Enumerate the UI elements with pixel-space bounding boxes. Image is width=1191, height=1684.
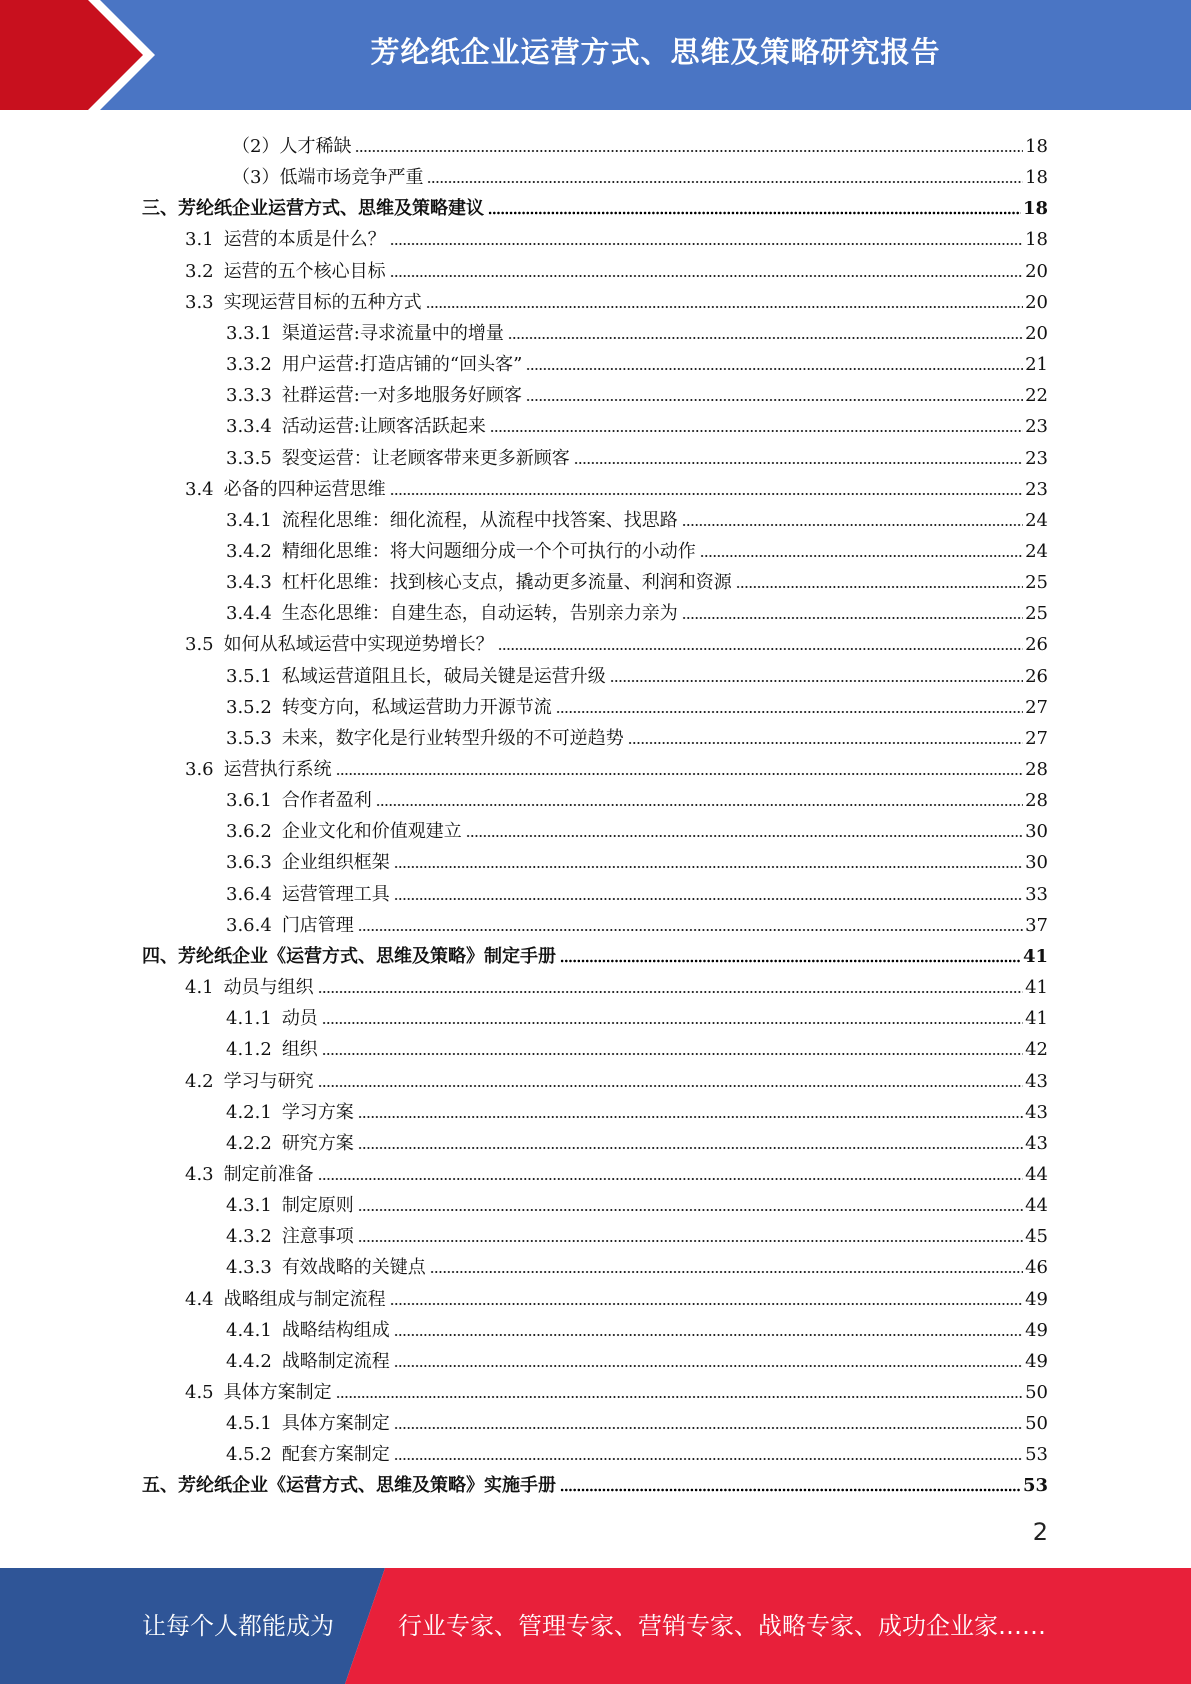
toc-entry-number: 4.2 bbox=[185, 1070, 214, 1092]
toc-entry-label bbox=[226, 1320, 392, 1342]
toc-entry-label bbox=[226, 1039, 320, 1061]
toc-entry-number: 4.4.1 bbox=[226, 1319, 272, 1341]
toc-entry-page: 41 bbox=[1025, 1008, 1048, 1030]
toc-entry-page: 33 bbox=[1025, 883, 1048, 905]
toc-entry[interactable] bbox=[226, 1217, 1048, 1248]
toc-entry-label bbox=[226, 1008, 320, 1030]
toc-entry-text: 制定前准备 bbox=[223, 1163, 314, 1185]
dot-leader bbox=[358, 1146, 1023, 1150]
dot-leader bbox=[390, 1302, 1023, 1306]
toc-entry[interactable] bbox=[226, 1030, 1048, 1061]
toc-entry-page: 25 bbox=[1025, 572, 1048, 594]
toc-entry-number: 4.3 bbox=[185, 1163, 214, 1185]
toc-entry-label bbox=[185, 634, 496, 656]
toc-entry-text: 动员 bbox=[281, 1008, 318, 1030]
toc-entry[interactable] bbox=[226, 1124, 1048, 1155]
toc-entry[interactable] bbox=[142, 937, 1048, 968]
toc-entry-text: 流程化思维：细化流程，从流程中找答案、找思路 bbox=[281, 509, 678, 531]
dot-leader bbox=[628, 741, 1023, 745]
toc-entry-text: 动员与组织 bbox=[223, 977, 314, 999]
dot-leader bbox=[394, 897, 1023, 901]
toc-entry-number: 3.5 bbox=[185, 634, 214, 656]
toc-entry[interactable] bbox=[185, 252, 1048, 283]
toc-entry-page: 18 bbox=[1022, 198, 1048, 220]
dot-leader bbox=[355, 149, 1023, 153]
toc-entry-page: 41 bbox=[1022, 945, 1048, 967]
toc-entry-label bbox=[226, 510, 680, 532]
toc-entry-label bbox=[226, 354, 524, 376]
toc-entry[interactable] bbox=[185, 968, 1048, 999]
toc-entry-text: 具体方案制定 bbox=[223, 1382, 332, 1403]
toc-entry[interactable] bbox=[226, 781, 1048, 812]
toc-entry-label bbox=[226, 1102, 356, 1124]
toc-entry-text: 裂变运营：让老顾客带来更多新顾客 bbox=[281, 447, 570, 469]
toc-entry-number: 3.6.4 bbox=[226, 883, 272, 905]
toc-entry-number: 4.3.3 bbox=[226, 1257, 272, 1279]
toc-entry-text: 社群运营:一对多地服务好顾客 bbox=[281, 385, 522, 407]
toc-entry[interactable] bbox=[185, 1280, 1048, 1311]
toc-entry[interactable] bbox=[232, 158, 1048, 189]
toc-entry-label bbox=[226, 915, 356, 937]
toc-entry-page: 28 bbox=[1025, 759, 1048, 780]
dot-leader bbox=[556, 710, 1023, 714]
toc-entry-label bbox=[142, 1475, 558, 1497]
toc-entry-page: 30 bbox=[1025, 852, 1048, 874]
toc-entry[interactable] bbox=[185, 1373, 1048, 1404]
dot-leader bbox=[490, 429, 1023, 433]
toc-entry[interactable] bbox=[142, 189, 1048, 220]
dot-leader bbox=[498, 647, 1023, 651]
toc-entry[interactable] bbox=[226, 501, 1048, 532]
toc-entry[interactable] bbox=[226, 906, 1048, 937]
dot-leader bbox=[560, 1488, 1021, 1492]
toc-entry-page: 24 bbox=[1025, 509, 1048, 531]
toc-entry-page: 30 bbox=[1025, 821, 1048, 843]
toc-entry-label bbox=[185, 1289, 388, 1311]
toc-entry-number: 3.4.1 bbox=[226, 509, 272, 531]
dot-leader bbox=[700, 554, 1023, 558]
toc-entry-page: 53 bbox=[1022, 1475, 1048, 1497]
toc-entry-label bbox=[185, 229, 388, 251]
toc-entry[interactable] bbox=[226, 532, 1048, 563]
toc-entry-text: 具体方案制定 bbox=[281, 1413, 390, 1435]
toc-entry-page: 18 bbox=[1025, 229, 1048, 251]
dot-leader bbox=[610, 679, 1023, 683]
toc-entry-label bbox=[226, 1413, 392, 1435]
toc-entry[interactable] bbox=[226, 314, 1048, 345]
toc-entry[interactable] bbox=[226, 657, 1048, 688]
toc-entry-label bbox=[185, 1071, 316, 1093]
toc-entry-label bbox=[226, 541, 698, 563]
toc-entry-number: 3.5.1 bbox=[226, 665, 272, 687]
toc-entry-text: 运营执行系统 bbox=[223, 759, 332, 780]
toc-entry-text: 研究方案 bbox=[281, 1132, 354, 1154]
toc-entry-page: 26 bbox=[1025, 634, 1048, 656]
toc-entry-number: 3.3 bbox=[185, 291, 214, 313]
toc-entry-number: 3.3.3 bbox=[226, 385, 272, 407]
toc-entry-page: 20 bbox=[1025, 291, 1048, 313]
toc-entry-number: 3.6.1 bbox=[226, 790, 272, 812]
toc-entry[interactable] bbox=[226, 1093, 1048, 1124]
toc-entry-text: 精细化思维：将大问题细分成一个个可执行的小动作 bbox=[281, 540, 696, 562]
toc-entry-number: 3.6.2 bbox=[226, 821, 272, 843]
toc-entry-page: 44 bbox=[1025, 1163, 1048, 1185]
toc-entry-text: 转变方向，私域运营助力开源节流 bbox=[281, 696, 552, 718]
toc-entry-text: 组织 bbox=[281, 1039, 318, 1061]
dot-leader bbox=[736, 585, 1023, 589]
dot-leader bbox=[390, 274, 1023, 278]
toc-entry-text: 运营的五个核心目标 bbox=[223, 260, 386, 282]
toc-entry-number: 3.2 bbox=[185, 260, 214, 282]
dot-leader bbox=[376, 803, 1023, 807]
toc-entry-text: 如何从私域运营中实现逆势增长？ bbox=[223, 634, 494, 656]
toc-entry-number: 3.5.2 bbox=[226, 696, 272, 718]
dot-leader bbox=[488, 211, 1021, 215]
dot-leader bbox=[394, 1457, 1023, 1461]
toc-entry[interactable] bbox=[226, 688, 1048, 719]
toc-entry[interactable] bbox=[226, 999, 1048, 1030]
toc-entry[interactable] bbox=[226, 812, 1048, 843]
toc-entry-label bbox=[142, 198, 486, 220]
dot-leader bbox=[427, 180, 1023, 184]
toc-entry-page: 37 bbox=[1025, 914, 1048, 936]
toc-entry-label bbox=[226, 1444, 392, 1466]
toc-entry[interactable] bbox=[142, 1466, 1048, 1497]
toc-entry-number: 3.4.2 bbox=[226, 540, 272, 562]
toc-entry-page: 20 bbox=[1025, 322, 1048, 344]
toc-entry-text: 私域运营道阻且长，破局关键是运营升级 bbox=[281, 665, 606, 687]
toc-entry-text: 合作者盈利 bbox=[281, 790, 372, 812]
toc-entry[interactable] bbox=[185, 1155, 1048, 1186]
dot-leader bbox=[336, 772, 1023, 776]
toc-entry-text: 活动运营:让顾客活跃起来 bbox=[281, 416, 486, 438]
toc-entry-text: 四、芳纶纸企业《运营方式、思维及策略》制定手册 bbox=[142, 945, 556, 967]
toc-entry-page: 26 bbox=[1025, 665, 1048, 687]
toc-entry-text: 战略结构组成 bbox=[281, 1319, 390, 1341]
toc-entry-label bbox=[226, 666, 608, 688]
toc-entry-label bbox=[226, 1257, 428, 1279]
toc-entry[interactable] bbox=[226, 1186, 1048, 1217]
toc-entry-label bbox=[185, 1382, 334, 1404]
page-number: 2 bbox=[1032, 1518, 1048, 1546]
toc-entry-label bbox=[226, 884, 392, 906]
toc-entry-text: 企业文化和价值观建立 bbox=[281, 821, 462, 843]
dot-leader bbox=[318, 990, 1023, 994]
toc-entry-text: 未来，数字化是行业转型升级的不可逆趋势 bbox=[281, 727, 624, 749]
toc-entry-label bbox=[226, 821, 464, 843]
toc-entry-number: 3.6.3 bbox=[226, 852, 272, 874]
dot-leader bbox=[390, 492, 1023, 496]
toc-entry-label bbox=[226, 1351, 392, 1373]
toc-entry-text: 配套方案制定 bbox=[281, 1444, 390, 1466]
toc-entry[interactable] bbox=[226, 345, 1048, 376]
toc-entry[interactable] bbox=[226, 563, 1048, 594]
toc-entry-text: 注意事项 bbox=[281, 1226, 354, 1248]
toc-entry-text: （2）人才稀缺 bbox=[232, 136, 352, 157]
toc-entry-text: 战略制定流程 bbox=[281, 1350, 390, 1372]
dot-leader bbox=[358, 1239, 1023, 1243]
dot-leader bbox=[394, 865, 1023, 869]
toc-entry-text: 必备的四种运营思维 bbox=[223, 478, 386, 500]
dot-leader bbox=[430, 1270, 1023, 1274]
toc-entry-page: 49 bbox=[1025, 1288, 1048, 1310]
toc-entry-page: 20 bbox=[1025, 260, 1048, 282]
dot-leader bbox=[394, 1364, 1023, 1368]
dot-leader bbox=[526, 367, 1023, 371]
toc-entry-number: 4.2.1 bbox=[226, 1101, 272, 1123]
toc-entry-number: 3.5.3 bbox=[226, 727, 272, 749]
dot-leader bbox=[508, 336, 1023, 340]
toc-entry-number: 4.1.2 bbox=[226, 1039, 272, 1061]
dot-leader bbox=[394, 1333, 1023, 1337]
dot-leader bbox=[394, 1426, 1023, 1430]
toc-entry-text: 学习方案 bbox=[281, 1101, 354, 1123]
toc-entry-page: 49 bbox=[1025, 1350, 1048, 1372]
toc-entry-text: 实现运营目标的五种方式 bbox=[223, 291, 422, 313]
dot-leader bbox=[526, 398, 1023, 402]
toc-entry-label bbox=[185, 759, 334, 781]
toc-entry[interactable] bbox=[226, 719, 1048, 750]
toc-entry-number: 3.1 bbox=[185, 229, 214, 251]
dot-leader bbox=[322, 1052, 1023, 1056]
toc-entry-page: 41 bbox=[1025, 977, 1048, 999]
toc-entry[interactable] bbox=[185, 470, 1048, 501]
toc-entry-number: 4.1 bbox=[185, 977, 214, 999]
toc-entry-page: 43 bbox=[1025, 1101, 1048, 1123]
toc-entry-label bbox=[226, 790, 374, 812]
footer-slogan-right: 行业专家、管理专家、营销专家、战略专家、成功企业家…… bbox=[398, 1612, 1046, 1640]
toc-entry-label bbox=[226, 1195, 356, 1217]
toc-entry-page: 53 bbox=[1025, 1444, 1048, 1466]
toc-entry-page: 43 bbox=[1025, 1070, 1048, 1092]
toc-entry-text: 有效战略的关键点 bbox=[281, 1257, 426, 1279]
toc-entry[interactable] bbox=[226, 1435, 1048, 1466]
toc-entry-text: 用户运营:打造店铺的“回头客” bbox=[281, 354, 523, 376]
dot-leader bbox=[336, 1395, 1023, 1399]
toc-entry-page: 43 bbox=[1025, 1132, 1048, 1154]
toc-entry-number: 4.4 bbox=[185, 1288, 214, 1310]
toc-entry-label bbox=[226, 416, 488, 438]
dot-leader bbox=[426, 305, 1023, 309]
toc-entry-text: 门店管理 bbox=[281, 914, 354, 936]
toc-entry-label bbox=[226, 603, 680, 625]
toc-entry[interactable] bbox=[185, 750, 1048, 781]
toc-entry[interactable] bbox=[226, 1342, 1048, 1373]
dot-leader bbox=[390, 242, 1023, 246]
toc-entry-number: 3.6 bbox=[185, 759, 214, 780]
toc-entry-page: 42 bbox=[1025, 1039, 1048, 1061]
document-title: 芳纶纸企业运营方式、思维及策略研究报告 bbox=[370, 35, 941, 69]
toc-entry-number: 3.4 bbox=[185, 478, 214, 500]
toc-entry-number: 4.2.2 bbox=[226, 1132, 272, 1154]
toc-entry-number: 3.3.4 bbox=[226, 416, 272, 438]
toc-entry[interactable] bbox=[185, 283, 1048, 314]
toc-entry-text: 生态化思维：自建生态，自动运转，告别亲力亲为 bbox=[281, 603, 678, 625]
toc-entry-number: 3.3.2 bbox=[226, 354, 272, 376]
dot-leader bbox=[318, 1177, 1023, 1181]
toc-entry-page: 21 bbox=[1025, 354, 1048, 376]
dot-leader bbox=[682, 523, 1023, 527]
toc-entry[interactable] bbox=[185, 625, 1048, 656]
toc-entry-text: 学习与研究 bbox=[223, 1070, 314, 1092]
toc-entry-label bbox=[185, 261, 388, 283]
toc-entry[interactable] bbox=[226, 1404, 1048, 1435]
toc-entry[interactable] bbox=[185, 220, 1048, 251]
toc-entry[interactable] bbox=[226, 376, 1048, 407]
toc-entry-number: 3.6.4 bbox=[226, 914, 272, 936]
dot-leader bbox=[322, 1021, 1023, 1025]
toc-entry-label bbox=[226, 448, 572, 470]
header-chevron-icon bbox=[0, 0, 200, 110]
toc-entry-label bbox=[232, 167, 425, 189]
toc-entry-number: 4.4.2 bbox=[226, 1350, 272, 1372]
toc-entry-label bbox=[226, 323, 506, 345]
toc-entry-text: 战略组成与制定流程 bbox=[223, 1288, 386, 1310]
dot-leader bbox=[466, 834, 1023, 838]
toc-entry-page: 49 bbox=[1025, 1319, 1048, 1341]
toc-entry-label bbox=[185, 479, 388, 501]
toc-entry-page: 18 bbox=[1025, 136, 1048, 157]
toc-entry-number: 4.1.1 bbox=[226, 1008, 272, 1030]
toc-entry[interactable] bbox=[226, 843, 1048, 874]
toc-entry-page: 27 bbox=[1025, 727, 1048, 749]
dot-leader bbox=[574, 461, 1023, 465]
dot-leader bbox=[682, 616, 1023, 620]
toc-entry-label bbox=[226, 1133, 356, 1155]
footer-slogan-left: 让每个人都能成为 bbox=[142, 1612, 334, 1640]
toc-entry-label bbox=[226, 697, 554, 719]
dot-leader bbox=[560, 959, 1021, 963]
toc-entry-number: 3.4.3 bbox=[226, 572, 272, 594]
toc-entry-page: 50 bbox=[1025, 1382, 1048, 1403]
toc-entry-number: 4.5.2 bbox=[226, 1444, 272, 1466]
toc-entry-label bbox=[226, 1226, 356, 1248]
toc-entry-number: 4.5.1 bbox=[226, 1413, 272, 1435]
toc-entry-label bbox=[226, 572, 734, 594]
toc-entry-text: 运营的本质是什么？ bbox=[223, 229, 386, 251]
toc-entry-page: 50 bbox=[1025, 1413, 1048, 1435]
page-header bbox=[0, 0, 1191, 110]
toc-entry-page: 22 bbox=[1025, 385, 1048, 407]
toc-entry-page: 45 bbox=[1025, 1226, 1048, 1248]
toc-entry-page: 23 bbox=[1025, 447, 1048, 469]
toc-entry-text: 五、芳纶纸企业《运营方式、思维及策略》实施手册 bbox=[142, 1475, 556, 1497]
toc-entry[interactable] bbox=[226, 439, 1048, 470]
toc-entry-label bbox=[142, 946, 558, 968]
toc-entry-page: 23 bbox=[1025, 416, 1048, 438]
toc-entry-page: 25 bbox=[1025, 603, 1048, 625]
toc-entry-text: 制定原则 bbox=[281, 1195, 354, 1217]
toc-entry[interactable] bbox=[226, 1248, 1048, 1279]
toc-entry-label bbox=[226, 728, 626, 750]
dot-leader bbox=[318, 1084, 1023, 1088]
toc-entry[interactable] bbox=[226, 594, 1048, 625]
toc-entry-number: 3.3.1 bbox=[226, 322, 272, 344]
toc-entry-number: 3.3.5 bbox=[226, 447, 272, 469]
toc-entry-page: 18 bbox=[1025, 167, 1048, 189]
toc-entry-text: 杠杆化思维：找到核心支点，撬动更多流量、利润和资源 bbox=[281, 572, 732, 594]
toc-entry-text: 渠道运营:寻求流量中的增量 bbox=[281, 322, 504, 344]
dot-leader bbox=[358, 1115, 1023, 1119]
toc-entry[interactable] bbox=[232, 127, 1048, 158]
toc-entry-label bbox=[185, 292, 424, 314]
toc-entry-label bbox=[232, 136, 353, 158]
toc-entry-number: 3.4.4 bbox=[226, 603, 272, 625]
dot-leader bbox=[358, 928, 1023, 932]
toc-entry-number: 4.3.2 bbox=[226, 1226, 272, 1248]
toc-entry-label bbox=[226, 852, 392, 874]
dot-leader bbox=[358, 1208, 1023, 1212]
toc-entry-page: 24 bbox=[1025, 540, 1048, 562]
toc-entry-text: 企业组织框架 bbox=[281, 852, 390, 874]
toc-entry-label bbox=[226, 385, 524, 407]
toc-entry-page: 44 bbox=[1025, 1195, 1048, 1217]
toc-entry-label bbox=[185, 1164, 316, 1186]
toc-entry-text: （3）低端市场竞争严重 bbox=[232, 167, 424, 189]
toc-entry-page: 46 bbox=[1025, 1257, 1048, 1279]
toc-entry-number: 4.3.1 bbox=[226, 1195, 272, 1217]
toc-entry-text: 三、芳纶纸企业运营方式、思维及策略建议 bbox=[142, 198, 484, 220]
toc-entry-number: 4.5 bbox=[185, 1382, 214, 1403]
toc-entry-page: 23 bbox=[1025, 478, 1048, 500]
toc-entry-page: 28 bbox=[1025, 790, 1048, 812]
toc-entry-page: 27 bbox=[1025, 696, 1048, 718]
toc-entry[interactable] bbox=[226, 1311, 1048, 1342]
toc-entry[interactable] bbox=[226, 875, 1048, 906]
toc-entry-label bbox=[185, 977, 316, 999]
toc-entry[interactable] bbox=[185, 1062, 1048, 1093]
page-footer bbox=[0, 1568, 1191, 1684]
toc-entry-text: 运营管理工具 bbox=[281, 883, 390, 905]
toc-entry[interactable] bbox=[226, 407, 1048, 438]
